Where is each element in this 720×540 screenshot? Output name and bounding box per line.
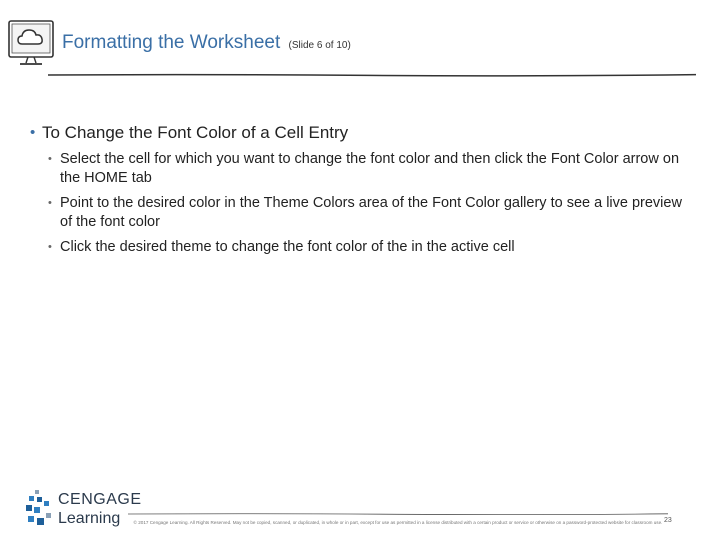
copyright-notice: © 2017 Cengage Learning. All Rights Reserved. May not be copied, scanned, or duplicated, in whole or in part, except for use as permitted in a license distributed with a certain product or service or otherwise on a password-protected website for classroom use. — [133, 520, 663, 525]
logo-line-1: CENGAGE — [58, 491, 142, 508]
logo-line-2: Learning — [58, 510, 121, 527]
cengage-logo-mark-icon — [24, 488, 54, 532]
sub-bullet-text: Click the desired theme to change the font color of the in the active cell — [60, 239, 515, 255]
sub-bullet-item — [30, 238, 690, 257]
slide-body — [30, 122, 690, 263]
page-number: 23 — [664, 517, 672, 524]
sub-bullet-list — [30, 150, 690, 257]
sub-bullet-text: Select the cell for which you want to change the font color and then click the Font Color arrow on the HOME tab — [60, 151, 680, 186]
cengage-logo — [24, 488, 142, 534]
monitor-cloud-icon — [6, 18, 58, 70]
bullet-icon: • — [48, 197, 52, 209]
sub-bullet-text: Point to the desired color in the Theme Colors area of the Font Color gallery to see a live preview of the font color — [60, 195, 682, 230]
sub-bullet-item — [30, 150, 690, 188]
bullet-icon: • — [48, 153, 52, 165]
slide-counter: (Slide 6 of 10) — [288, 40, 351, 51]
bullet-icon: • — [48, 241, 52, 253]
sub-bullet-item — [30, 194, 690, 232]
header-rule — [48, 70, 696, 80]
bullet-heading: • To Change the Font Color of a Cell Entry — [30, 122, 690, 143]
title-text: Formatting the Worksheet — [62, 32, 281, 53]
footer-rule — [128, 511, 668, 517]
slide-title — [62, 32, 351, 54]
